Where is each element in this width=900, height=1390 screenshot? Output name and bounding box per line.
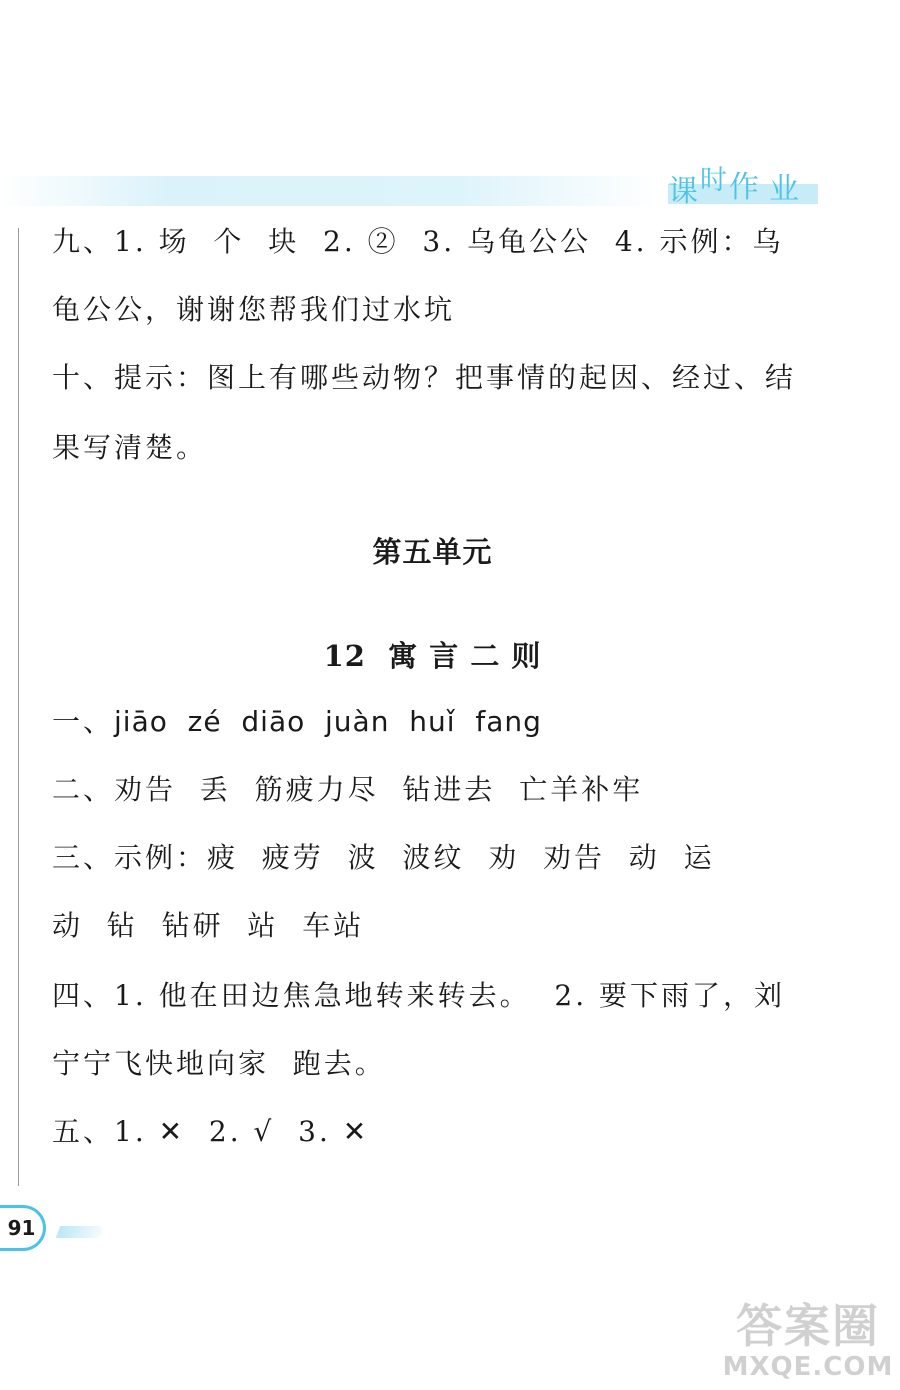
header-band	[0, 176, 660, 206]
answer-line: 龟公公，谢谢您帮我们过水坑	[52, 293, 456, 326]
watermark-top: 答案圈	[736, 1299, 880, 1353]
answer-line: 十、提示：图上有哪些动物？把事情的起因、经过、结	[52, 361, 797, 394]
header-char: 时	[700, 165, 729, 196]
pinyin-answers: jiāo zé diāo juàn huǐ fang	[114, 705, 542, 738]
left-margin-rule	[18, 228, 19, 1186]
answer-line: 四、1. 他在田边焦急地转来转去。 2. 要下雨了，刘	[52, 979, 786, 1012]
watermark-logo	[718, 1300, 898, 1388]
lesson-title: 12 寓 言 二 则	[323, 639, 542, 673]
answer-line	[52, 702, 542, 742]
watermark-bottom: MXQE.COM	[722, 1352, 894, 1382]
answer-line: 果写清楚。	[52, 431, 208, 464]
page-number: 91	[0, 1205, 46, 1251]
line-prefix: 一、	[52, 705, 115, 738]
answer-line: 二、劝告 丢 筋疲力尽 钻进去 亡羊补牢	[52, 773, 644, 806]
answer-line: 三、示例：疲 疲劳 波 波纹 劝 劝告 动 运	[52, 841, 715, 874]
answer-line: 五、1. ✕ 2. √ 3. ✕	[52, 1115, 370, 1148]
header-char: 作	[729, 170, 761, 205]
header-label	[668, 160, 818, 209]
answer-line: 动 钻 钻研 站 车站	[52, 909, 365, 942]
header-char: 业	[769, 172, 801, 207]
answer-line: 宁宁飞快地向家 跑去。	[52, 1047, 386, 1080]
page-number-decoration	[56, 1226, 104, 1238]
answer-line: 九、1. 场 个 块 2. ② 3. 乌龟公公 4. 示例：乌	[52, 225, 784, 258]
unit-title: 第五单元	[372, 535, 493, 569]
header-char: 课	[668, 174, 700, 209]
